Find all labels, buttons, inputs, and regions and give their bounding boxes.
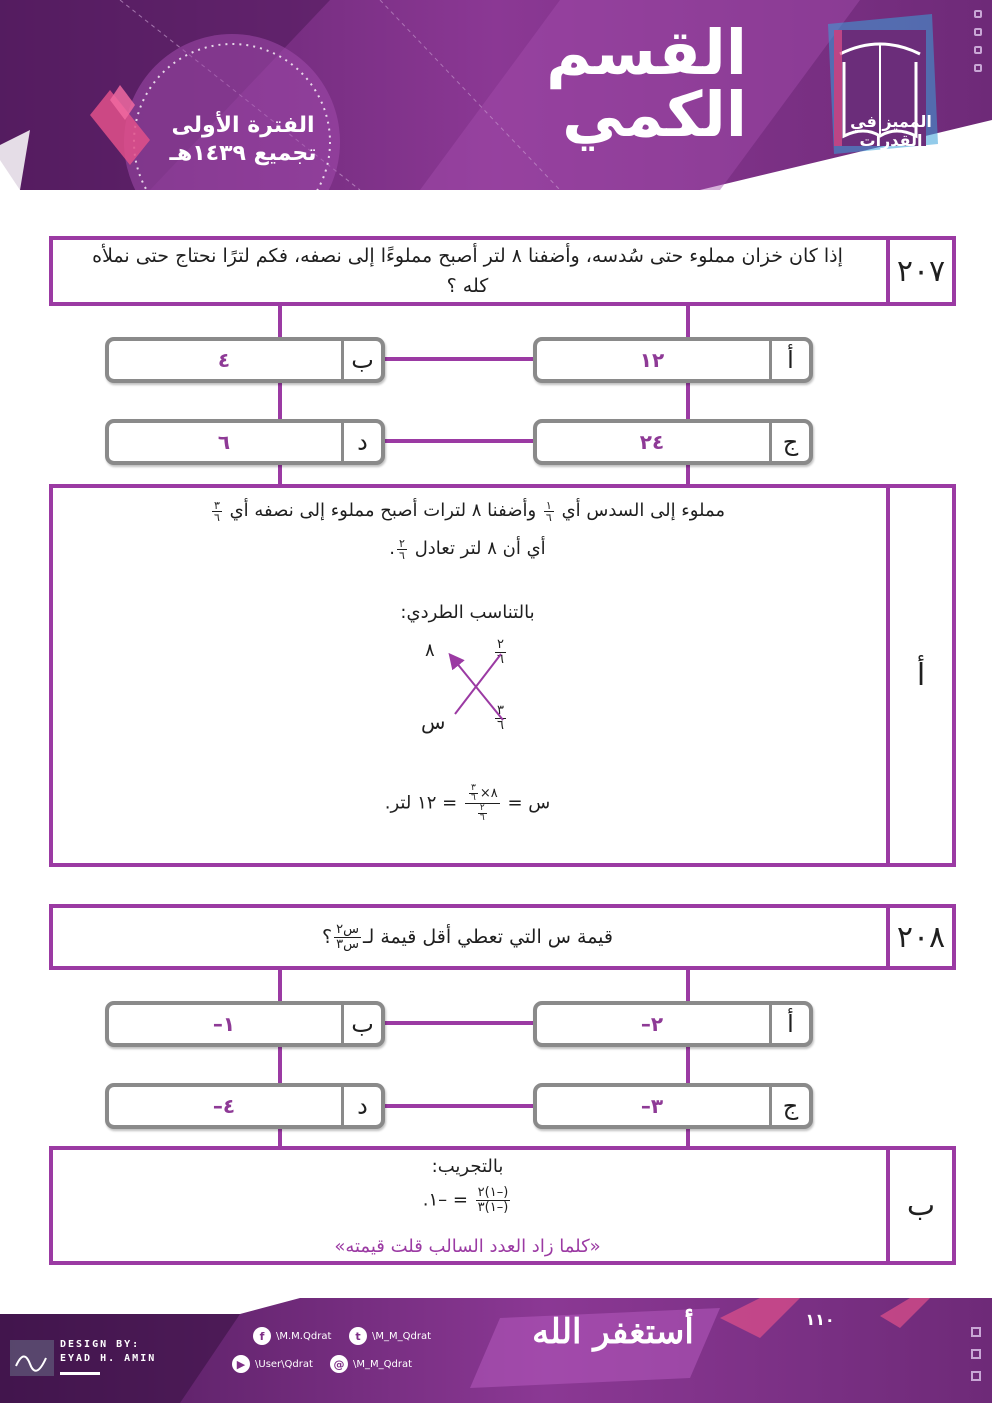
solution-207 [49,484,956,867]
cross-fraction-bottom: ٣ ٦ [497,703,504,733]
option-a[interactable] [533,337,813,383]
twitter-icon: t [349,1327,367,1345]
option-c[interactable] [533,1083,813,1129]
fraction-two-sixth: $\frac{٢}{٦}$ [399,536,405,562]
facebook-icon: f [253,1327,271,1345]
social-youtube[interactable]: ▶ \User\Qdrat [232,1355,313,1373]
youtube-icon: ▶ [232,1355,250,1373]
page-number: ١١٠ [805,1310,835,1329]
social-twitter[interactable]: t \M_M_Qdrat [349,1327,431,1345]
proportion-label: بالتناسب الطردي: [400,602,535,623]
fraction-three-sixth: $\frac{٣}{٦}$ [213,498,220,524]
option-b[interactable] [105,337,385,383]
result-line: س = ٨× $\frac{٣}{٦}$ $\frac{٢}{٦}$ = ١٢ لتر. [384,783,551,823]
option-letter: أ [769,341,809,379]
signature-icon [8,1338,56,1378]
question-text: قيمة س التي تعطي أقل قيمة لـ $\frac{\text{س٢}}{\text{س٣}}$ ؟ [322,921,613,952]
option-letter: ب [341,341,381,379]
question-207 [49,236,956,306]
option-letter: أ [769,1005,809,1043]
option-a[interactable] [533,1001,813,1047]
result-fraction: ٨× $\frac{٣}{٦}$ $\frac{٢}{٦}$ [465,784,500,823]
cross-value-bottom: س [421,710,446,734]
decorative-dots [974,10,986,82]
option-d[interactable] [105,419,385,465]
social-facebook[interactable]: f \M.M.Qdrat [253,1327,331,1345]
cross-value-top: ٨ [425,640,435,661]
option-value: –٣ [640,1094,664,1118]
logo-text: المميز في القدرات [850,112,932,150]
cross-fraction-top: ٢ ٦ [497,637,504,667]
answer-letter: ب [886,1150,952,1261]
option-letter: ج [769,423,809,461]
solution-line-2: أي أن ٨ لتر تعادل $\frac{٢}{٦}$ . [389,536,546,562]
designer-credit: DESIGN BY: EYAD H. AMIN [60,1338,156,1375]
page-footer [0,1298,992,1403]
solution-line-2: $\frac{(-١)٢}{(-١)٣}$ = –١. [422,1185,509,1215]
title-line-1: القسم [546,16,747,89]
expression-fraction: $\frac{\text{س٢}}{\text{س٣}}$ [336,921,359,952]
solution-body [53,488,882,863]
option-c[interactable] [533,419,813,465]
option-letter: د [341,423,381,461]
option-value: ٤ [217,348,231,372]
option-value: ٦ [217,430,231,454]
option-value: –٤ [212,1094,236,1118]
option-value: –١ [212,1012,236,1036]
page-header [0,0,992,190]
period-text: الفترة الأولى [171,113,315,138]
question-text: إذا كان خزان مملوء حتى سُدسه، وأضفنا ٨ لتر أصبح مملوءًا إلى نصفه، فكم لترًا نحتاج حتى نملأه كله ؟ [92,245,843,297]
solution-line-1: بالتجريب: [431,1156,504,1177]
collection-text: تجميع ١٤٣٩هـ [169,141,317,166]
option-value: ٢٤ [639,430,665,454]
title-line-2: الكمي [562,78,747,151]
instagram-icon: @ [330,1355,348,1373]
option-b[interactable] [105,1001,385,1047]
question-number: ٢٠٨ [886,908,952,966]
answer-letter: أ [886,488,952,863]
cross-arrows-icon [443,648,511,724]
section-title [546,16,747,151]
option-letter: د [341,1087,381,1125]
option-letter: ج [769,1087,809,1125]
option-value: –٢ [640,1012,664,1036]
option-value: ١٢ [639,348,665,372]
calligraphy-text: أستغفر الله [532,1312,694,1352]
solution-208 [49,1146,956,1265]
social-instagram[interactable]: @ \M_M_Qdrat [330,1355,412,1373]
question-number: ٢٠٧ [886,240,952,302]
question-208 [49,904,956,970]
fraction-one-sixth: $\frac{١}{٦}$ [545,498,552,524]
option-d[interactable] [105,1083,385,1129]
option-letter: ب [341,1005,381,1043]
solution-line-1: مملوء إلى السدس أي $\frac{١}{٦}$ وأضفنا ٨ لترات أصبح مملوء إلى نصفه أي $\frac{٣}{٦}$ [213,498,726,524]
period-label [138,112,348,168]
solution-note: «كلما زاد العدد السالب قلت قيمته» [334,1236,601,1257]
solution-body [53,1150,882,1261]
trial-fraction: $\frac{(-١)٢}{(-١)٣}$ [477,1185,509,1215]
